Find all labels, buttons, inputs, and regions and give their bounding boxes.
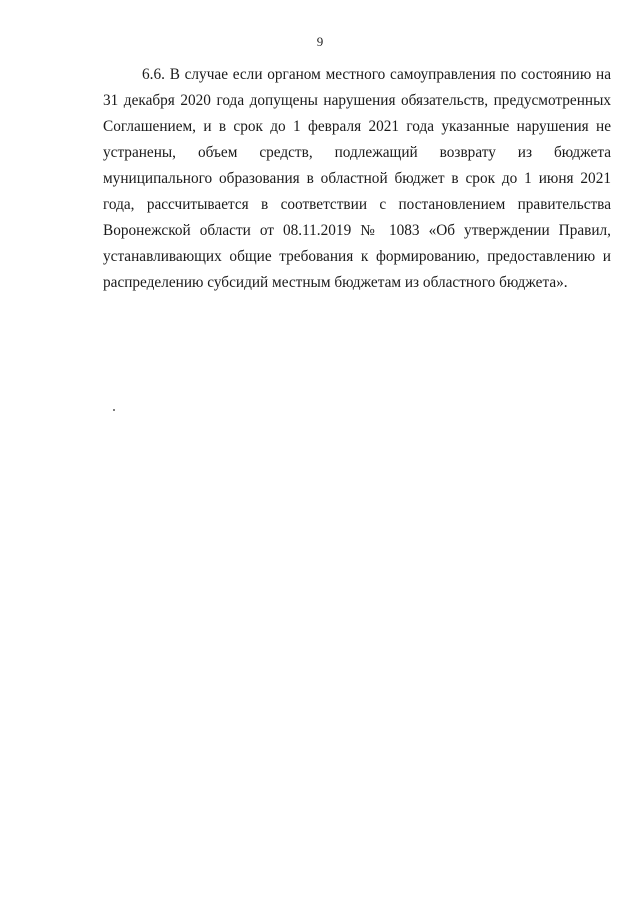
paragraph-line: года, рассчитывается в соответствии с постановлением правительства xyxy=(103,196,611,213)
paragraph-line: 6.6. В случае если органом местного самоуправления по состоянию на xyxy=(142,66,611,83)
scan-speck xyxy=(113,409,115,411)
paragraph-line: устанавливающих общие требования к формированию, предоставлению и xyxy=(103,248,611,265)
paragraph-line: муниципального образования в областной бюджет в срок до 1 июня 2021 xyxy=(103,170,611,187)
paragraph-line: Воронежской области от 08.11.2019 № 1083 «Об утверждении Правил, xyxy=(103,222,611,239)
paragraph-line: Соглашением, и в срок до 1 февраля 2021 года указанные нарушения не xyxy=(103,118,611,135)
section-6-6-paragraph xyxy=(103,62,611,296)
paragraph-line: 31 декабря 2020 года допущены нарушения обязательств, предусмотренных xyxy=(103,92,611,109)
paragraph-line: распределению субсидий местным бюджетам из областного бюджета». xyxy=(103,274,568,291)
paragraph-line: устранены, объем средств, подлежащий возврату из бюджета xyxy=(103,144,611,161)
page-number: 9 xyxy=(316,34,324,49)
